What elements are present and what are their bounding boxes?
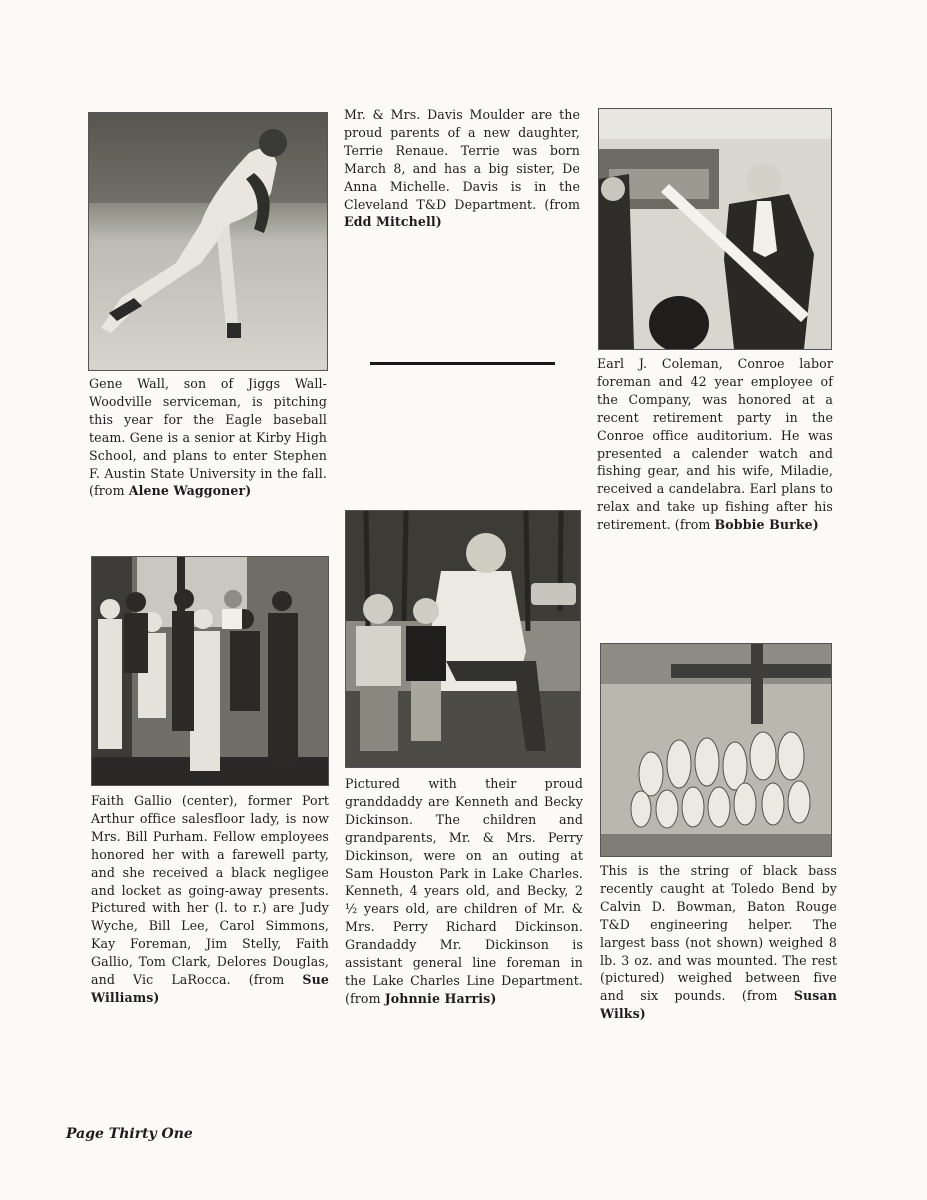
caption-dickinson [345, 775, 583, 1008]
caption-coleman [597, 355, 833, 534]
caption-credit: Bobbie Burke) [714, 517, 819, 533]
caption-credit: Alene Waggoner) [128, 483, 252, 499]
caption-text: This is the string of black bass recently caught at Toledo Bend by Calvin D. Bowman, Baton Rouge T&D engineering helper. The largest bass (not shown) weighed 8 lb. 3 oz. and was mounted. The rest (pictured) weighed between five and six pounds. (from [600, 863, 837, 1004]
caption-text: Gene Wall, son of Jiggs Wall-Woodville serviceman, is pitching this year for the Eagle baseball team. Gene is a senior at Kirby High School, and plans to enter Stephen F. Austin State University in the fall. (from [89, 376, 327, 499]
photo-coleman-retirement [598, 108, 832, 350]
caption-credit: Sue Williams) [91, 972, 329, 1005]
page-number: Page Thirty One [66, 1126, 193, 1142]
section-divider [370, 362, 555, 365]
photo-black-bass-string [600, 643, 832, 857]
caption-text: Pictured with their proud granddaddy are Kenneth and Becky Dickinson. The children and grandparents, Mr. & Mrs. Perry Dickinson, were on an outing at Sam Houston Park in Lake Charles. Kenneth, 4 years old, and Becky, 2 ½ years old, are children of Mr. & Mrs. Perry Richard Dickinson. Grandaddy Mr. Dickinson is assistant general line foreman in the Lake Charles Line Department. (from [345, 776, 583, 1006]
caption-gallio [91, 792, 329, 1007]
caption-text: Mr. & Mrs. Davis Moulder are the proud parents of a new daughter, Terrie Renaue. Terrie was born March 8, and has a big sister, De Anna Michelle. Davis is in the Cleveland T&D Department. (from [344, 107, 580, 212]
photo-gene-wall-pitching [88, 112, 328, 371]
caption-moulder [344, 106, 580, 231]
caption-text: Faith Gallio (center), former Port Arthur office salesfloor lady, is now Mrs. Bill Purham. Fellow employees honored her with a farewell party, and she received a black negligee and locket as going-away presents. Pictured with her (l. to r.) are Judy Wyche, Bill Lee, Carol Simmons, Kay Foreman, Jim Stelly, Faith Gallio, Tom Clark, Delores Douglas, and Vic LaRocca. (from [91, 793, 329, 988]
photo-gallio-farewell-group [91, 556, 329, 786]
photo-dickinson-family [345, 510, 581, 768]
caption-credit: Susan Wilks) [600, 988, 837, 1022]
caption-gene-wall [89, 375, 327, 500]
caption-bass [600, 862, 837, 1023]
caption-text: Earl J. Coleman, Conroe labor foreman and 42 year employee of the Company, was honored at a recent retirement party in the Conroe office auditorium. He was presented a calender watch and fishing gear, and his wife, Miladie, received a candelabra. Earl plans to relax and take up fishing after his retirement. (from [597, 356, 833, 533]
caption-credit: Edd Mitchell) [344, 214, 442, 230]
caption-credit: Johnnie Harris) [384, 990, 497, 1006]
